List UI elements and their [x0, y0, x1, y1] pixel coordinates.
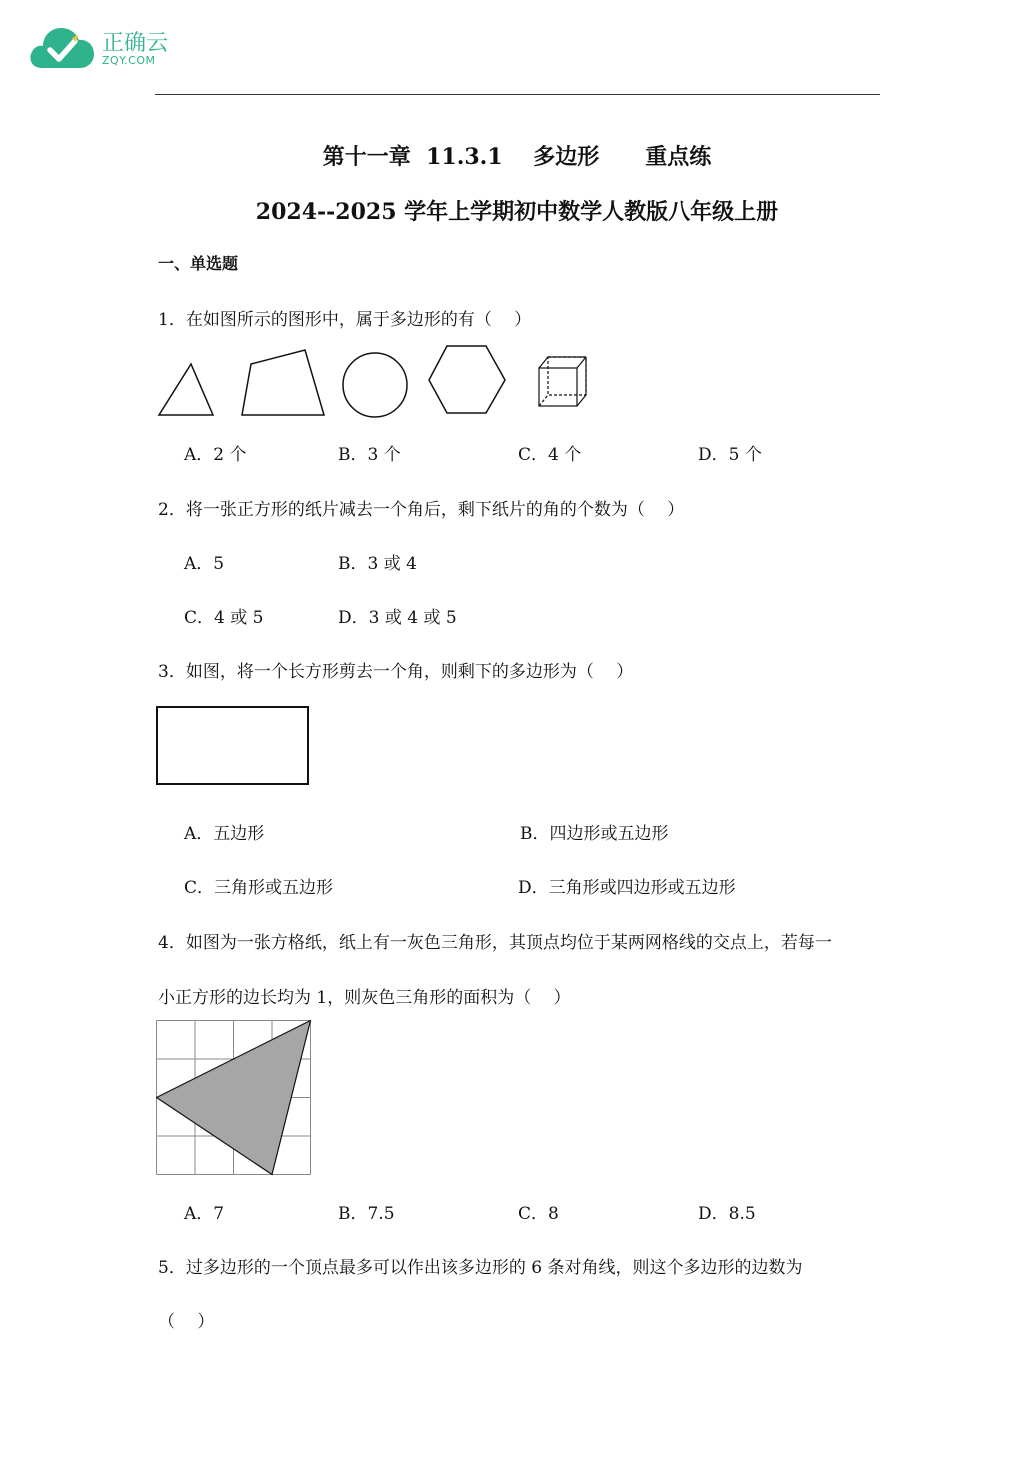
logo-cn: 正确云: [102, 31, 169, 56]
page-title: 第十一章 11.3.1 多边形 重点练: [322, 144, 712, 170]
q1-option-c[interactable]: C．4 个: [518, 445, 582, 465]
q2-option-c[interactable]: C．4 或 5: [184, 608, 264, 628]
q4-option-c[interactable]: C．8: [518, 1204, 559, 1224]
rectangle-figure: [156, 706, 309, 785]
q4-option-b[interactable]: B．7.5: [338, 1204, 395, 1224]
logo: [28, 22, 178, 74]
question-4-stem-line1: 4．如图为一张方格纸，纸上有一灰色三角形，其顶点均位于某两网格线的交点上，若每一: [158, 933, 832, 953]
q2-option-d[interactable]: D．3 或 4 或 5: [338, 608, 457, 628]
question-1-stem: 1．在如图所示的图形中，属于多边形的有（ ）: [158, 310, 532, 330]
question-5-stem-line1: 5．过多边形的一个顶点最多可以作出该多边形的 6 条对角线，则这个多边形的边数为: [158, 1258, 803, 1278]
q4-option-a[interactable]: A．7: [184, 1204, 225, 1224]
grid-triangle-figure: [156, 1020, 313, 1177]
logo-en: ZQY.COM: [102, 54, 156, 67]
question-3-stem: 3．如图，将一个长方形剪去一个角，则剩下的多边形为（ ）: [158, 662, 634, 682]
question-1-figures: [150, 340, 600, 425]
q1-option-a[interactable]: A．2 个: [184, 445, 247, 465]
q3-option-c[interactable]: C．三角形或五边形: [184, 878, 334, 898]
quadrilateral-shape: [242, 350, 324, 415]
q4-option-d[interactable]: D．8.5: [698, 1204, 756, 1224]
circle-shape: [343, 353, 407, 417]
page-subtitle: 2024--2025 学年上学期初中数学人教版八年级上册: [255, 199, 779, 225]
q1-option-b[interactable]: B．3 个: [338, 445, 401, 465]
q1-option-d[interactable]: D．5 个: [698, 445, 762, 465]
hexagon-shape: [429, 346, 505, 413]
q2-option-a[interactable]: A．5: [184, 554, 225, 574]
cube-shape: [539, 357, 586, 406]
triangle-shape: [159, 364, 213, 415]
question-5-stem-line2: （ ）: [158, 1312, 215, 1332]
q2-option-b[interactable]: B．3 或 4: [338, 554, 417, 574]
section-heading: 一、单选题: [158, 254, 239, 273]
question-4-stem-line2: 小正方形的边长均为 1，则灰色三角形的面积为（ ）: [158, 988, 571, 1008]
cloud-check-icon: [28, 22, 96, 72]
q3-option-a[interactable]: A．五边形: [184, 824, 265, 844]
question-2-stem: 2．将一张正方形的纸片减去一个角后，剩下纸片的角的个数为（ ）: [158, 500, 685, 520]
q3-option-b[interactable]: B．四边形或五边形: [520, 824, 669, 844]
q3-option-d[interactable]: D．三角形或四边形或五边形: [518, 878, 736, 898]
header-rule: [155, 94, 880, 95]
